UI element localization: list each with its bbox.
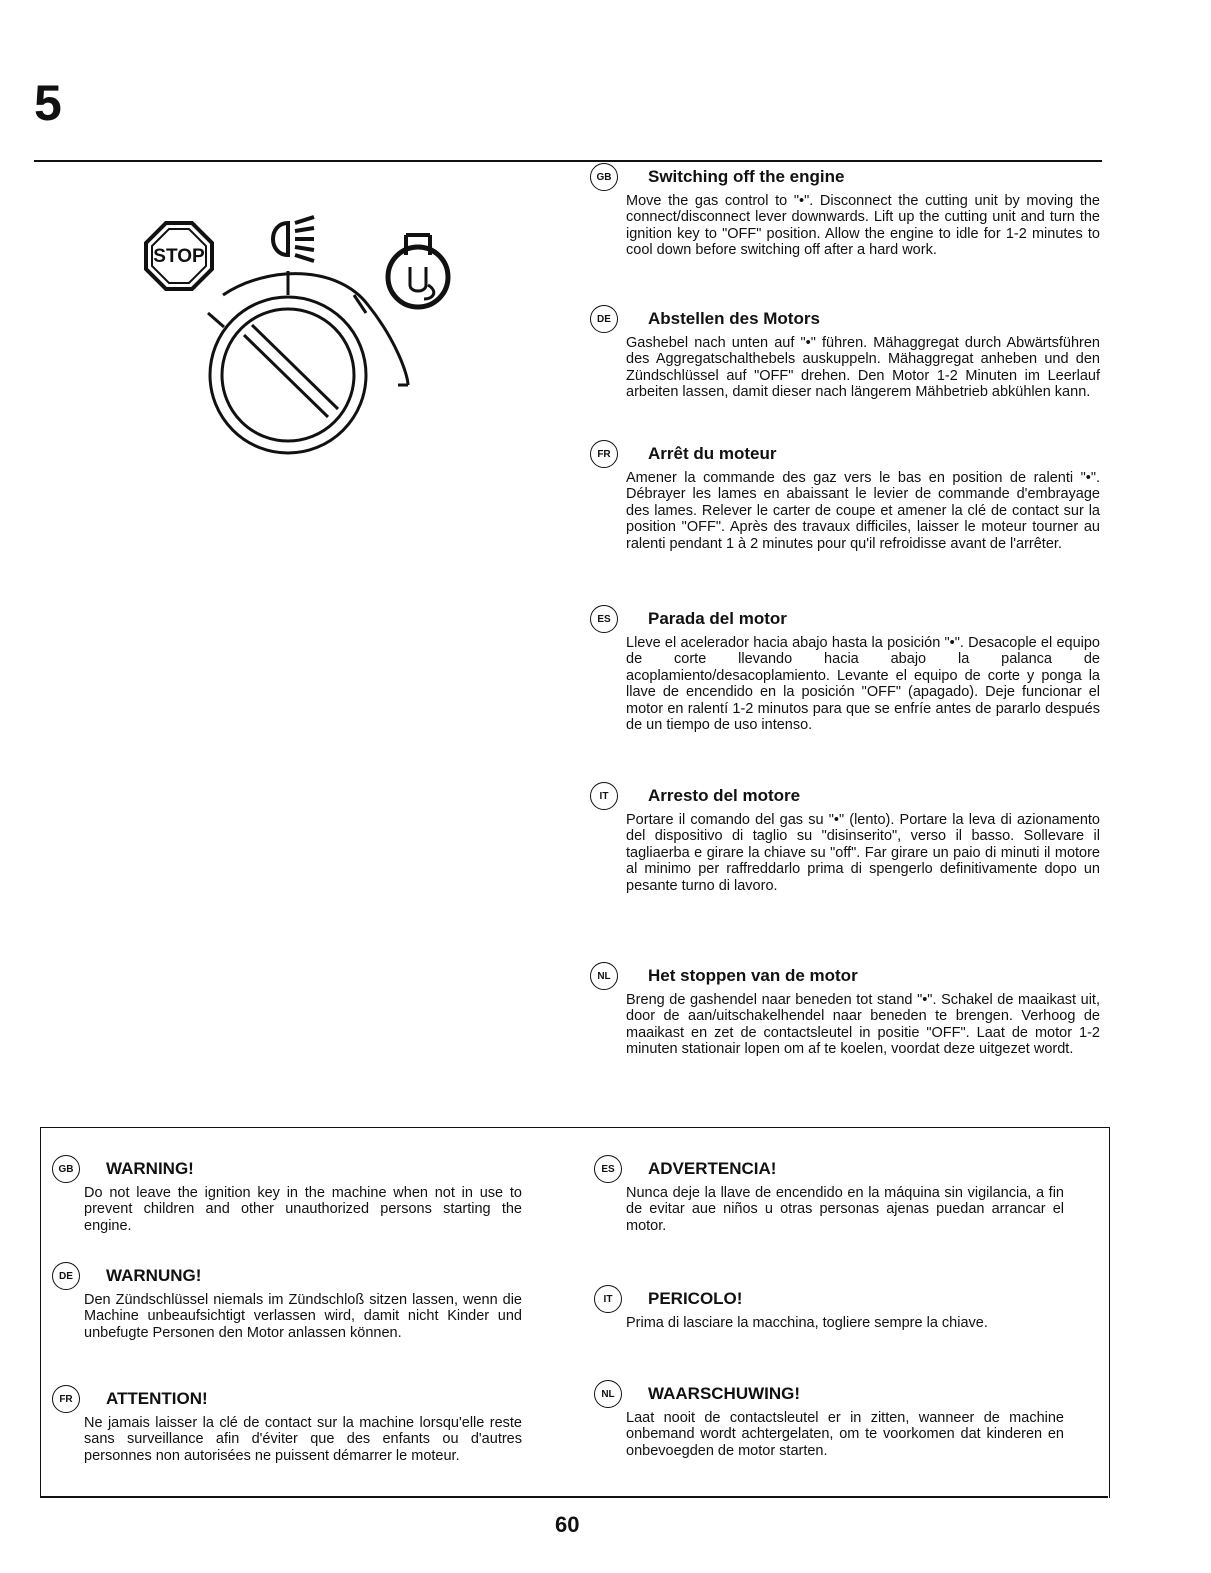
section-it [590, 782, 1100, 894]
warning-body: Nunca deje la llave de encendido en la máquina sin vigilancia, a fin de evitar aue niños u otras personas ajenas puedan arrancar el motor. [626, 1185, 1064, 1234]
lang-fr-icon: FR [590, 440, 618, 468]
warning-body: Do not leave the ignition key in the machine when not in use to prevent children and other unauthorized persons starting the engine. [84, 1185, 522, 1234]
lang-nl-icon: NL [590, 962, 618, 990]
section-body: Move the gas control to "•". Disconnect the cutting unit by moving the connect/disconnect lever downwards. Lift up the cutting unit and turn the ignition key to "OFF" position. Allow the engine to idle for 1-2 minutes to cool down before switching off after a hard work. [626, 193, 1100, 259]
warning-gb [52, 1155, 522, 1234]
top-rule [34, 160, 1102, 162]
warning-nl [594, 1380, 1064, 1459]
warning-body: Laat nooit de contactsleutel er in zitten, wanneer de machine onbemand wordt achtergelaten, om te voorkomen dat kinderen en onbevoegden de motor starten. [626, 1410, 1064, 1459]
section-title: Arrêt du moteur [648, 444, 777, 463]
warning-fr [52, 1385, 522, 1464]
lang-gb-icon: GB [52, 1155, 80, 1183]
section-nl [590, 962, 1100, 1058]
section-body: Lleve el acelerador hacia abajo hasta la posición "•". Desacople el equipo de corte llevando hacia abajo la palanca de acoplamiento/desacoplamiento. Levante el equipo de corte y ponga la llave de encendido en la posición "OFF" (apagado). Deje funcionar el motor en ralentí 1-2 minutos para que se enfríe antes de pararlo después de un tiempo de uso intenso. [626, 635, 1100, 734]
warning-title: ADVERTENCIA! [648, 1159, 777, 1178]
lang-es-icon: ES [594, 1155, 622, 1183]
start-icon [388, 235, 448, 307]
warning-title: WARNUNG! [106, 1266, 202, 1285]
lang-de-icon: DE [590, 305, 618, 333]
section-body: Portare il comando del gas su "•" (lento). Portare la leva di azionamento del dispositivo di taglio su "disinserito", verso il basso. Sollevare il tagliaerba e girare la chiave su "off". Far girare un paio di minuti il motore al minimo per raffreddarlo prima di spengerlo definitivamente dopo un pesante turno di lavoro. [626, 812, 1100, 894]
stop-icon [146, 223, 212, 289]
section-body: Breng de gashendel naar beneden tot stand "•". Schakel de maaikast uit, door de aan/uitschakelhendel naar beneden te brengen. Verhoog de maaikast en zet de contactsleutel in positie "OFF". Laat de motor 1-2 minuten stationair lopen om af te koelen, voordat deze uitgezet wordt. [626, 992, 1100, 1058]
headlight-icon [273, 217, 314, 261]
stop-label: STOP [153, 246, 205, 267]
lang-es-icon: ES [590, 605, 618, 633]
section-body: Gashebel nach unten auf "•" führen. Mähaggregat durch Abwärtsführen des Aggregatschalthebels auskuppeln. Mähaggregat anheben und den Zündschlüssel auf "OFF" drehen. Den Motor 1-2 Minuten im Leerlauf arbeiten lassen, damit dieser nach längerem Mähbetrieb abkühlen kann. [626, 335, 1100, 401]
section-es [590, 605, 1100, 733]
section-de [590, 305, 1100, 401]
section-title: Abstellen des Motors [648, 309, 820, 328]
lang-it-icon: IT [594, 1285, 622, 1313]
warning-title: PERICOLO! [648, 1289, 743, 1308]
section-fr [590, 440, 1100, 552]
position-arc [223, 274, 408, 385]
lang-de-icon: DE [52, 1262, 80, 1290]
lang-nl-icon: NL [594, 1380, 622, 1408]
key-switch-icon [210, 297, 366, 453]
section-number: 5 [34, 75, 62, 131]
warning-box-border [40, 1496, 1108, 1498]
warning-it [594, 1285, 1064, 1331]
page-number: 60 [555, 1512, 580, 1537]
warning-body: Ne jamais laisser la clé de contact sur la machine lorsqu'elle reste sans surveillance afin d'éviter que des enfants ou d'autres personnes non autorisées ne puissent démarrer le moteur. [84, 1415, 522, 1464]
warning-title: WARNING! [106, 1159, 194, 1178]
section-title: Parada del motor [648, 609, 787, 628]
section-title: Arresto del motore [648, 786, 801, 805]
lang-gb-icon: GB [590, 163, 618, 191]
section-gb [590, 163, 1100, 259]
lang-it-icon: IT [590, 782, 618, 810]
warning-title: ATTENTION! [106, 1389, 208, 1408]
warning-es [594, 1155, 1064, 1234]
warning-body: Prima di lasciare la macchina, togliere sempre la chiave. [626, 1315, 988, 1331]
warning-de [52, 1262, 522, 1341]
section-title: Switching off the engine [648, 167, 845, 186]
lang-fr-icon: FR [52, 1385, 80, 1413]
section-title: Het stoppen van de motor [648, 966, 858, 985]
section-body: Amener la commande des gaz vers le bas en position de ralenti "•". Débrayer les lames en abaissant le levier de commande d'embrayage des lames. Relever le carter de coupe et amener la clé de contact sur la position "OFF". Après des travaux difficiles, laisser le moteur tourner au ralenti pendant 1 à 2 minutes pour qu'il refroidisse avant de l'arrêter. [626, 470, 1100, 552]
warning-body: Den Zündschlüssel niemals im Zündschloß sitzen lassen, wenn die Machine unbeaufsichtigt verlassen wird, damit nicht Kinder und unbefugte Personen den Motor anlassen können. [84, 1292, 522, 1341]
warning-title: WAARSCHUWING! [648, 1384, 801, 1403]
ignition-switch-diagram [128, 195, 468, 475]
